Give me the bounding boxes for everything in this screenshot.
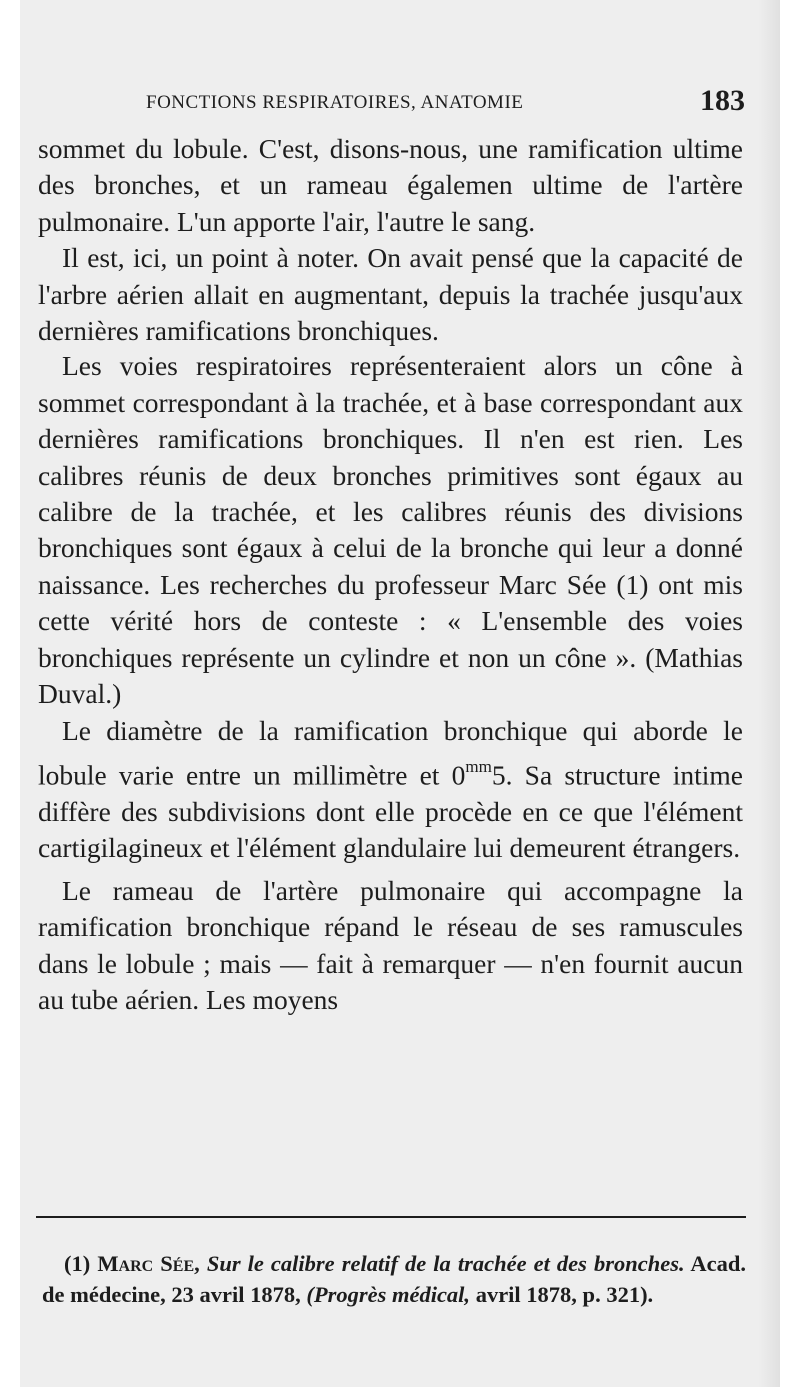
footnote-author: Marc Sée, — [97, 1251, 200, 1276]
footnote-text — [42, 1249, 746, 1311]
book-page — [20, 0, 780, 1387]
paragraph-5: Le rameau de l'artère pulmonaire qui accompagne la ramification bronchique répand le réseau de ses ramuscules dans le lobule ; mais — fait à remarquer — n'en fournit aucun au tube aérien. Les moyens — [38, 874, 743, 1016]
body-text — [38, 131, 743, 1018]
footnote — [42, 1249, 746, 1311]
footnote-date: avril 1878, p. 321). — [475, 1281, 654, 1307]
paragraph-1: sommet du lobule. C'est, disons-nous, une ramification ultime des bronches, et un rameau égalemen ultime de l'artère pulmonaire. L'un apporte l'air, l'autre le sang. — [38, 133, 743, 237]
footnote-marker: (1) — [64, 1251, 91, 1276]
footnote-title: Sur le calibre relatif de la trachée et des bronches. — [206, 1251, 685, 1276]
page-number: 183 — [700, 84, 745, 117]
paragraph-4-text-end: 5. Sa structure intime diffère des subdivisions dont elle procède en ce que l'élément cartigilagineux et l'élément glandulaire lui demeurent étrangers. — [38, 759, 743, 864]
running-header — [20, 84, 780, 124]
millimetre-superscript: mm — [465, 756, 492, 776]
paragraph-3: Les voies respiratoires représenteraient alors un cône à sommet correspondant à la trachée, et à base correspondant aux dernières ramifications bronchiques. Il n'en est rien. Les calibres réunis de deux bronches primitives sont égaux au calibre de la trachée, et les calibres réunis des divisions bronchiques sont égaux à celui de la bronche qui leur a donné naissance. Les recherches du professeur Marc Sée (1) ont mis cette vérité hors de conteste : « L'ensemble des voies bronchiques représente un cylindre et non un cône ». (Mathias Duval.) — [38, 350, 743, 710]
footnote-separator-rule — [36, 1216, 746, 1218]
page-edge-shadow — [758, 0, 780, 1387]
paragraph-2: Il est, ici, un point à noter. On avait pensé que la capacité de l'arbre aérien allait en augmentant, depuis la trachée jusqu'aux dernières ramifications bronchiques. — [38, 242, 743, 347]
running-header-title: FONCTIONS RESPIRATOIRES, ANATOMIE — [146, 92, 524, 113]
footnote-journal: (Progrès médical, — [306, 1281, 471, 1307]
paragraph-4-text-start: Le diamètre de la ramification bronchique qui aborde le lobule varie entre un millimètre et 0 — [38, 714, 743, 791]
footnote-source: Acad. de médecine, 23 avril 1878, — [42, 1251, 747, 1307]
paragraph-4 — [38, 713, 743, 867]
